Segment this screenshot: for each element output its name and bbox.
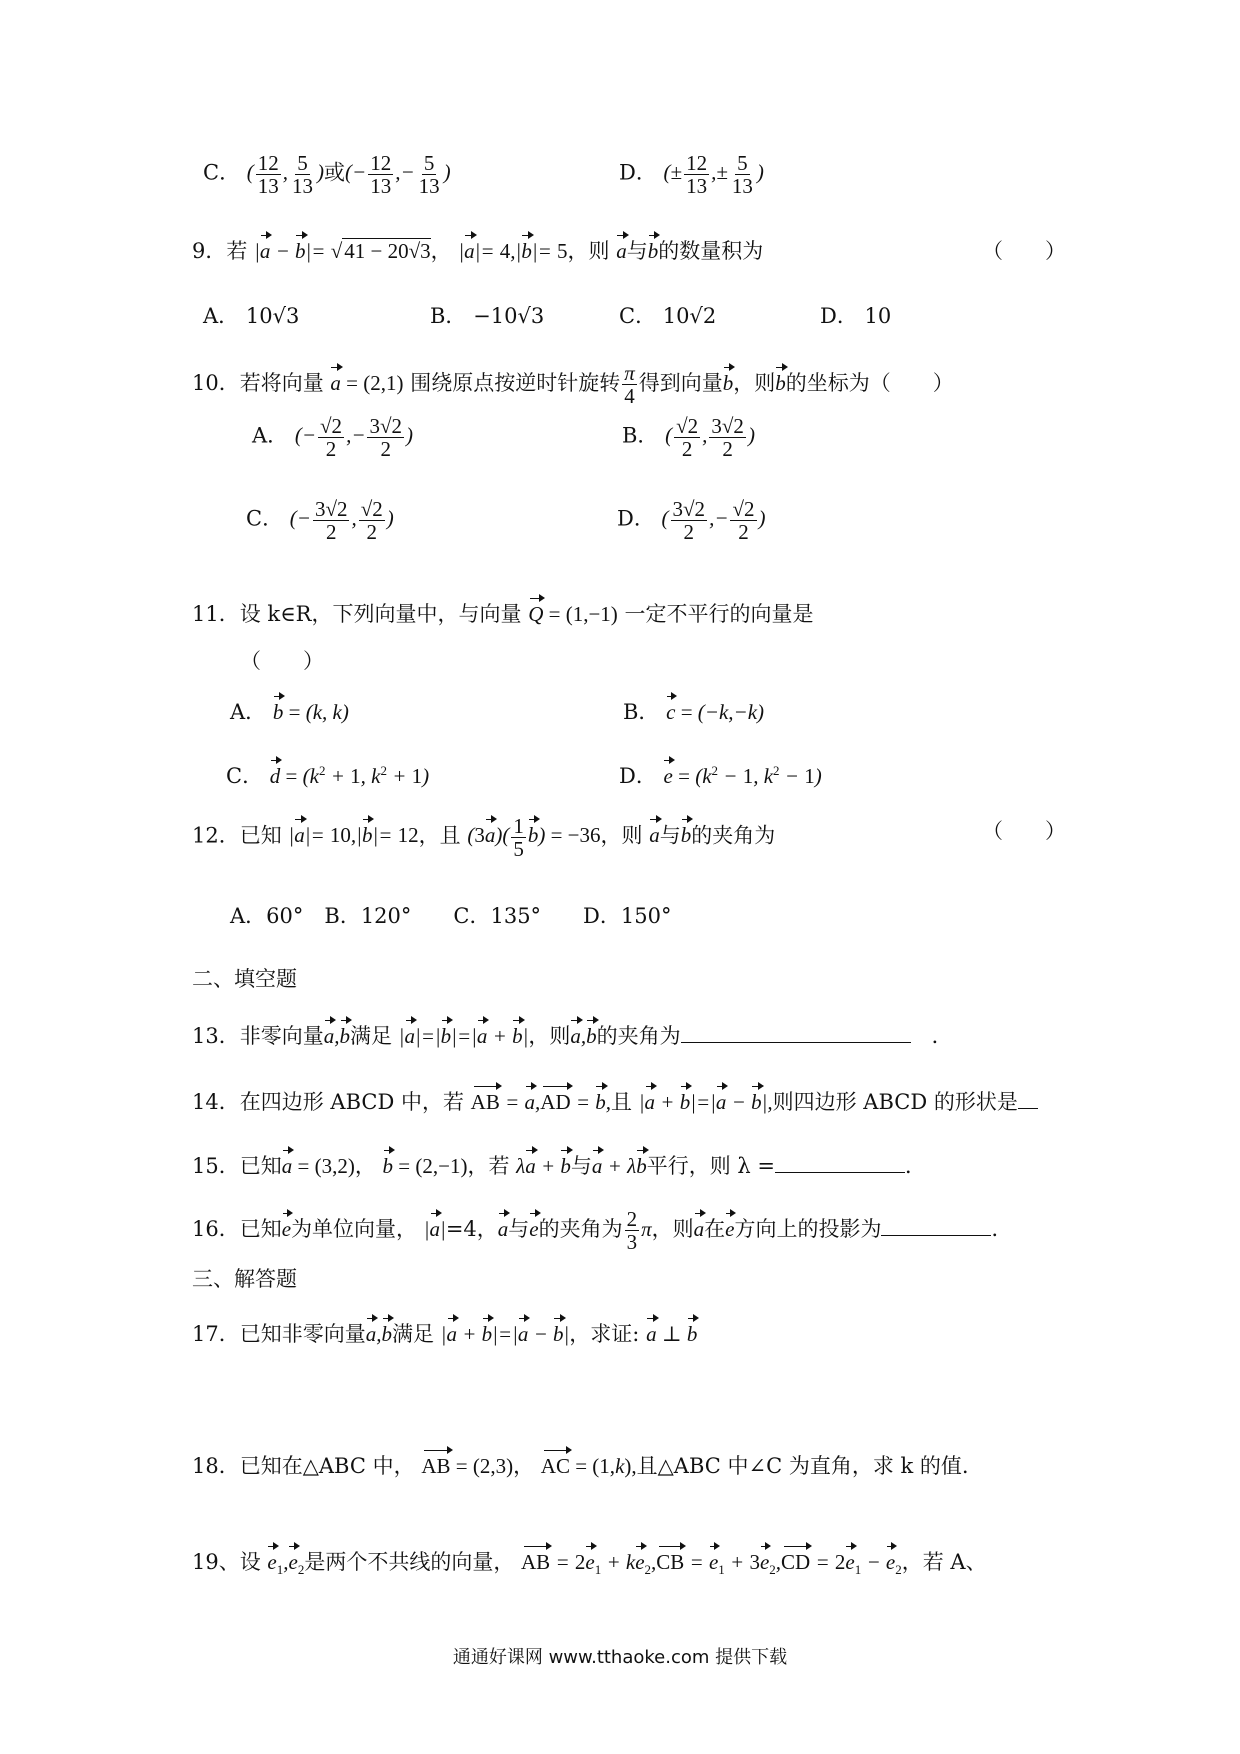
q10-option-d: D． ( $\frac{3√2}{2}$ ,− $\frac{√2}{2}$ ) bbox=[617, 497, 766, 545]
q10-stem: 10．若将向量 a = (2,1) 围绕原点按逆时针旋转 $\frac{\pi}{4}$ 得到向量b，则b的坐标为（ ） bbox=[192, 361, 954, 409]
q10-option-c: C． (− $\frac{3√2}{2}$ , $\frac{√2}{2}$ ) bbox=[246, 497, 394, 545]
q9-option-b: B． −10√3 bbox=[430, 304, 545, 328]
q8-option-d: D． (± $\frac{12}{13}$ ,± $\frac{5}{13}$ ) bbox=[619, 151, 764, 199]
q11-option-b: B． c = (−k,−k) bbox=[623, 700, 765, 724]
q13-answer-blank[interactable] bbox=[681, 1042, 911, 1043]
q15-stem: 15．已知a = (3,2)， b = (2,−1)，若 λa + b与a + λb平行，则 λ = ． bbox=[192, 1154, 926, 1178]
q14-answer-blank[interactable] bbox=[1018, 1108, 1038, 1109]
q10-option-a: A． (− $\frac{√2}{2}$ ,− $\frac{3√2}{2}$ ) bbox=[252, 414, 414, 462]
q17-stem: 17．已知非零向量a,b满足 |a + b|=|a − b|，求证: a ⊥ b bbox=[192, 1322, 698, 1346]
section-solve-title: 三、解答题 bbox=[192, 1267, 297, 1291]
q13-stem: 13．非零向量a,b满足 |a|=|b|=|a + b|，则a,b的夹角为 ． bbox=[192, 1024, 953, 1048]
q9-answer-paren: （ ） bbox=[982, 239, 1066, 263]
q9-option-a: A． 10√3 bbox=[203, 304, 300, 328]
q11-option-d: D． $e = (k^2 - 1$, $k^2 - 1$) bbox=[619, 763, 822, 788]
q18-stem: 18．已知在△ABC 中， AB = (2,3)， AC = (1,k),且△ABC 中∠C 为直角，求 k 的值. bbox=[192, 1454, 969, 1478]
q8-option-c: C． ( $\frac{12}{13}$ , $\frac{5}{13}$ )或(− $\frac{12}{13}$ ,− $\frac{5}{13}$ ) bbox=[203, 151, 451, 199]
q12-options: A．60° B．120° C．135° D．150° bbox=[230, 904, 672, 928]
q9-option-c: C． 10√2 bbox=[619, 304, 717, 328]
q9-option-d: D． 10 bbox=[820, 304, 892, 328]
q11-stem: 11．设 k∈R，下列向量中，与向量 Q = (1,−1) 一定不平行的向量是 bbox=[192, 602, 814, 626]
q16-answer-blank[interactable] bbox=[881, 1235, 991, 1236]
q14-stem: 14．在四边形 ABCD 中，若 AB = a,AD = b,且 |a + b|=|a − b|,则四边形 ABCD 的形状是 bbox=[192, 1086, 1038, 1116]
q16-stem: 16．已知e为单位向量， |a|=4，a与e的夹角为 $\frac{2}{3}$ π，则a在e方向上的投影为 ． bbox=[192, 1207, 1013, 1255]
q12-stem: 12．已知 |a|= 10,|b|= 12，且 (3a)( $\frac{1}{5}$ b) = −36，则 a与b的夹角为 bbox=[192, 814, 776, 862]
q11-answer-paren: （ ） bbox=[240, 649, 324, 673]
q9-stem: 9．若 |a − b|= √41 − 20√3， |a|= 4,|b|= 5，则 a与b的数量积为 bbox=[192, 239, 764, 263]
q15-answer-blank[interactable] bbox=[775, 1172, 905, 1173]
q10-option-b: B． ( $\frac{√2}{2}$ , $\frac{3√2}{2}$ ) bbox=[622, 414, 755, 462]
q12-answer-paren: （ ） bbox=[982, 819, 1066, 843]
q11-option-a: A． b = (k, k) bbox=[230, 700, 349, 724]
page-footer: 通通好课网 www.tthaoke.com 提供下载 bbox=[452, 1647, 788, 1668]
section-fill-in-title: 二、填空题 bbox=[192, 967, 297, 991]
q11-option-c: C． $d = (k^2 + 1$, $k^2 + 1$) bbox=[226, 763, 430, 788]
q19-stem: 19、设 $e_1,e_2$是两个不共线的向量， AB = $2e_1 + ke_2,CB = e_1 + 3e_2,CD = 2e_1 - e_2$，若 A、 bbox=[192, 1550, 987, 1578]
